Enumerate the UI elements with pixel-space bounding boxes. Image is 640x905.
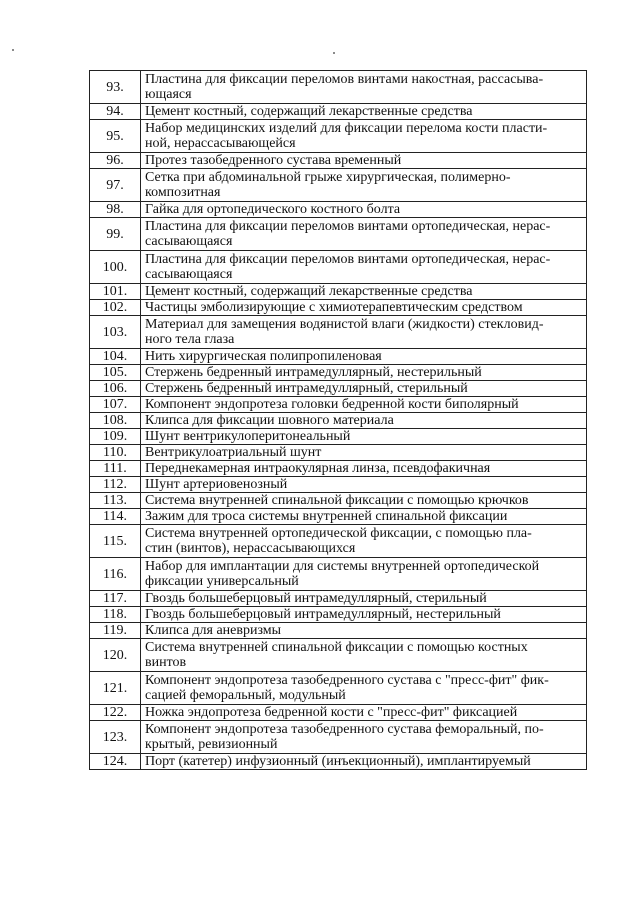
table-row bbox=[90, 591, 587, 607]
device-name-cell bbox=[141, 218, 587, 251]
device-name-cell bbox=[141, 349, 587, 365]
row-number: 122. bbox=[90, 705, 141, 721]
device-name-line: Порт (катетер) инфузионный (инъекционный), имплантируемый bbox=[145, 754, 531, 769]
device-name-line: Нить хирургическая полипропиленовая bbox=[145, 349, 382, 364]
device-name-line: ного тела глаза bbox=[145, 332, 235, 347]
row-number: 111. bbox=[90, 461, 141, 477]
device-name-line: Пластина для фиксации переломов винтами ортопедическая, нерас- bbox=[145, 219, 551, 234]
row-number: 113. bbox=[90, 493, 141, 509]
device-name-cell bbox=[141, 71, 587, 104]
row-number: 103. bbox=[90, 316, 141, 349]
row-number: 108. bbox=[90, 413, 141, 429]
device-name-line: крытый, ревизионный bbox=[145, 737, 278, 752]
row-number: 116. bbox=[90, 558, 141, 591]
table-row bbox=[90, 493, 587, 509]
device-name-cell bbox=[141, 477, 587, 493]
row-number: 106. bbox=[90, 381, 141, 397]
device-name-line: Материал для замещения водянистой влаги (жидкости) стекловид- bbox=[145, 317, 544, 332]
row-number: 105. bbox=[90, 365, 141, 381]
device-name-line: Пластина для фиксации переломов винтами накостная, рассасыва- bbox=[145, 72, 544, 87]
device-name-line: Система внутренней спинальной фиксации с помощью крючков bbox=[145, 493, 529, 508]
device-name-line: Сетка при абдоминальной грыже хирургическая, полимерно- bbox=[145, 170, 511, 185]
row-number: 114. bbox=[90, 509, 141, 525]
table-row bbox=[90, 284, 587, 300]
row-number: 95. bbox=[90, 120, 141, 153]
device-name-line: композитная bbox=[145, 185, 221, 200]
device-name-line: Система внутренней ортопедической фиксации, с помощью пла- bbox=[145, 526, 532, 541]
device-name-cell bbox=[141, 365, 587, 381]
device-name-cell bbox=[141, 397, 587, 413]
device-name-line: Компонент эндопротеза тазобедренного сустава феморальный, по- bbox=[145, 722, 544, 737]
table-row bbox=[90, 365, 587, 381]
table-row bbox=[90, 607, 587, 623]
table-row bbox=[90, 754, 587, 770]
device-name-cell bbox=[141, 413, 587, 429]
table-row bbox=[90, 202, 587, 218]
device-name-line: Гвоздь большеберцовый интрамедуллярный, стерильный bbox=[145, 591, 487, 606]
row-number: 101. bbox=[90, 284, 141, 300]
table-row bbox=[90, 381, 587, 397]
table-row bbox=[90, 721, 587, 754]
row-number: 117. bbox=[90, 591, 141, 607]
device-name-line: ющаяся bbox=[145, 87, 192, 102]
table-row bbox=[90, 639, 587, 672]
row-number: 98. bbox=[90, 202, 141, 218]
device-name-line: Частицы эмболизирующие с химиотерапевтическим средством bbox=[145, 300, 523, 315]
device-name-line: Цемент костный, содержащий лекарственные средства bbox=[145, 284, 473, 299]
device-name-line: Компонент эндопротеза тазобедренного сустава с "пресс-фит" фик- bbox=[145, 673, 549, 688]
table-row bbox=[90, 623, 587, 639]
device-name-cell bbox=[141, 705, 587, 721]
row-number: 118. bbox=[90, 607, 141, 623]
row-number: 123. bbox=[90, 721, 141, 754]
device-name-line: Протез тазобедренного сустава временный bbox=[145, 153, 402, 168]
device-name-cell bbox=[141, 153, 587, 169]
device-name-cell bbox=[141, 509, 587, 525]
device-name-cell bbox=[141, 429, 587, 445]
device-name-cell bbox=[141, 591, 587, 607]
device-name-line: Шунт артериовенозный bbox=[145, 477, 288, 492]
table-row bbox=[90, 251, 587, 284]
device-name-line: Зажим для троса системы внутренней спинальной фиксации bbox=[145, 509, 508, 524]
device-name-cell bbox=[141, 381, 587, 397]
table-row bbox=[90, 71, 587, 104]
device-name-cell bbox=[141, 623, 587, 639]
table-row bbox=[90, 349, 587, 365]
table-row bbox=[90, 509, 587, 525]
device-name-cell bbox=[141, 672, 587, 705]
device-name-line: Компонент эндопротеза головки бедренной кости биполярный bbox=[145, 397, 519, 412]
table-row bbox=[90, 316, 587, 349]
row-number: 109. bbox=[90, 429, 141, 445]
device-name-line: Гайка для ортопедического костного болта bbox=[145, 202, 401, 217]
device-name-line: сасывающаяся bbox=[145, 267, 233, 282]
table-row bbox=[90, 413, 587, 429]
table-body bbox=[90, 71, 587, 770]
device-name-line: сасывающаяся bbox=[145, 234, 233, 249]
device-name-cell bbox=[141, 169, 587, 202]
table-row bbox=[90, 397, 587, 413]
device-name-cell bbox=[141, 316, 587, 349]
device-name-cell bbox=[141, 639, 587, 672]
table-row bbox=[90, 525, 587, 558]
device-name-cell bbox=[141, 104, 587, 120]
device-name-line: Стержень бедренный интрамедуллярный, стерильный bbox=[145, 381, 468, 396]
device-name-line: фиксации универсальный bbox=[145, 574, 299, 589]
table-row bbox=[90, 705, 587, 721]
device-name-cell bbox=[141, 251, 587, 284]
device-name-line: Вентрикулоатриальный шунт bbox=[145, 445, 322, 460]
row-number: 102. bbox=[90, 300, 141, 316]
table-row bbox=[90, 461, 587, 477]
device-name-line: Гвоздь большеберцовый интрамедуллярный, нестерильный bbox=[145, 607, 501, 622]
device-name-cell bbox=[141, 461, 587, 477]
device-name-line: Стержень бедренный интрамедуллярный, нестерильный bbox=[145, 365, 482, 380]
row-number: 120. bbox=[90, 639, 141, 672]
medical-devices-table bbox=[89, 70, 587, 770]
row-number: 110. bbox=[90, 445, 141, 461]
device-name-line: Система внутренней спинальной фиксации с помощью костных bbox=[145, 640, 528, 655]
table-row bbox=[90, 300, 587, 316]
table-row bbox=[90, 104, 587, 120]
device-name-line: Набор медицинских изделий для фиксации перелома кости пласти- bbox=[145, 121, 548, 136]
row-number: 119. bbox=[90, 623, 141, 639]
table-row bbox=[90, 477, 587, 493]
device-name-cell bbox=[141, 300, 587, 316]
row-number: 104. bbox=[90, 349, 141, 365]
row-number: 115. bbox=[90, 525, 141, 558]
table-row bbox=[90, 153, 587, 169]
scan-speck bbox=[333, 52, 335, 54]
device-name-cell bbox=[141, 525, 587, 558]
device-name-cell bbox=[141, 120, 587, 153]
row-number: 107. bbox=[90, 397, 141, 413]
device-name-cell bbox=[141, 284, 587, 300]
row-number: 99. bbox=[90, 218, 141, 251]
table-row bbox=[90, 558, 587, 591]
device-name-line: Пластина для фиксации переломов винтами ортопедическая, нерас- bbox=[145, 252, 551, 267]
device-name-line: ной, нерассасывающейся bbox=[145, 136, 296, 151]
scan-speck bbox=[12, 49, 14, 51]
row-number: 124. bbox=[90, 754, 141, 770]
device-name-line: стин (винтов), нерассасывающихся bbox=[145, 541, 356, 556]
device-name-cell bbox=[141, 607, 587, 623]
table-row bbox=[90, 120, 587, 153]
device-name-line: Переднекамерная интраокулярная линза, псевдофакичная bbox=[145, 461, 491, 476]
row-number: 96. bbox=[90, 153, 141, 169]
table-row bbox=[90, 672, 587, 705]
device-name-cell bbox=[141, 721, 587, 754]
row-number: 100. bbox=[90, 251, 141, 284]
device-name-cell bbox=[141, 445, 587, 461]
row-number: 94. bbox=[90, 104, 141, 120]
row-number: 97. bbox=[90, 169, 141, 202]
table-row bbox=[90, 429, 587, 445]
row-number: 121. bbox=[90, 672, 141, 705]
row-number: 93. bbox=[90, 71, 141, 104]
device-name-line: Ножка эндопротеза бедренной кости с "пресс-фит" фиксацией bbox=[145, 705, 518, 720]
device-name-cell bbox=[141, 493, 587, 509]
row-number: 112. bbox=[90, 477, 141, 493]
device-name-line: Клипса для фиксации шовного материала bbox=[145, 413, 394, 428]
device-name-line: Цемент костный, содержащий лекарственные средства bbox=[145, 104, 473, 119]
device-name-line: винтов bbox=[145, 655, 187, 670]
table-row bbox=[90, 169, 587, 202]
device-name-cell bbox=[141, 754, 587, 770]
device-name-line: Набор для имплантации для системы внутренней ортопедической bbox=[145, 559, 540, 574]
device-name-line: Клипса для аневризмы bbox=[145, 623, 282, 638]
device-name-cell bbox=[141, 202, 587, 218]
table-row bbox=[90, 218, 587, 251]
device-name-line: сацией феморальный, модульный bbox=[145, 688, 346, 703]
device-name-cell bbox=[141, 558, 587, 591]
table-row bbox=[90, 445, 587, 461]
device-name-line: Шунт вентрикулоперитонеальный bbox=[145, 429, 351, 444]
